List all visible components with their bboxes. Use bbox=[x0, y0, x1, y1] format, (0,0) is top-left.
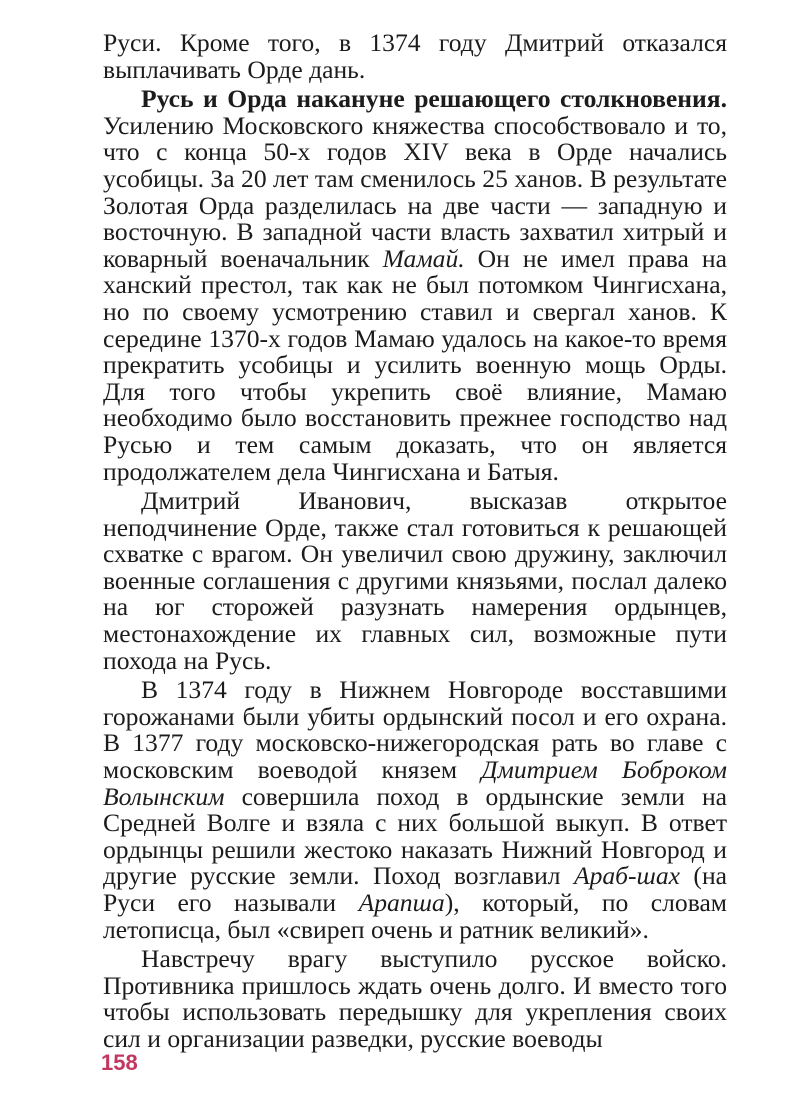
section-heading: Русь и Орда накануне решающего столкновения. bbox=[141, 84, 727, 114]
paragraph bbox=[103, 677, 727, 943]
person-name: Арапша bbox=[358, 888, 445, 917]
person-name: Мамай. bbox=[382, 243, 465, 273]
paragraph bbox=[103, 86, 727, 485]
page-number: 158 bbox=[101, 1050, 138, 1075]
paragraph-text: Усилению Московского княжества способствовало и то, что с конца 50-х годов XIV века в Орде начались усобицы. За 20 лет там сменилось 25 ханов. В результате Золотая Орда разделилась на две части — западную и восточную. В западной части власть захватил хитрый и коварный военачальник bbox=[103, 110, 727, 273]
paragraph-text: ), который, по словам летописца, был «свиреп очень и ратник великий». bbox=[103, 888, 728, 944]
page-body bbox=[103, 30, 727, 1053]
paragraph: Навстречу врагу выступило русское войско. Противника пришлось ждать очень долго. И вместо того чтобы использовать передышку для укрепления своих сил и организации разведки, русские воеводы bbox=[103, 944, 727, 1053]
paragraph-text: Он не имел права на ханский престол, так как не был потомком Чингисхана, но по своему усмотрению ставил и свергал ханов. К середине 1370-х годов Мамаю удалось на какое-то время прекратить усобицы и усилить военную мощь Орды. Для того чтобы укрепить своё влияние, Мамаю необходимо было восстановить прежнее господство над Русью и тем самым доказать, что он является продолжателем дела Чингисхана и Батыя. bbox=[103, 243, 727, 486]
person-name: Дмитрием Боброком Волынским bbox=[103, 755, 727, 811]
paragraph-text: В 1374 году в Нижнем Новгороде восставшими горожанами были убиты ордынский посол и его охрана. В 1377 году московско-нижегородская рать во главе с московским воеводой князем bbox=[103, 675, 727, 785]
paragraph: Дмитрий Иванович, высказав открытое неподчинение Орде, также стал готовиться к решающей схватке с врагом. Он увеличил свою дружину, заключил военные соглашения с другими князьями, послал далеко на юг сторожей разузнать намерения ордынцев, местонахождение их главных сил, возможные пути похода на Русь. bbox=[103, 486, 727, 675]
paragraph-text: (на Руси его называли bbox=[103, 861, 727, 917]
paragraph-text: совершила поход в ордынские земли на Средней Волге и взяла с них большой выкуп. В ответ ордынцы решили жестоко наказать Нижний Новгород и другие русские земли. Поход возглавил bbox=[103, 781, 727, 891]
paragraph: Руси. Кроме того, в 1374 году Дмитрий отказался выплачивать Орде дань. bbox=[103, 28, 727, 84]
person-name: Араб-шах bbox=[573, 861, 681, 891]
